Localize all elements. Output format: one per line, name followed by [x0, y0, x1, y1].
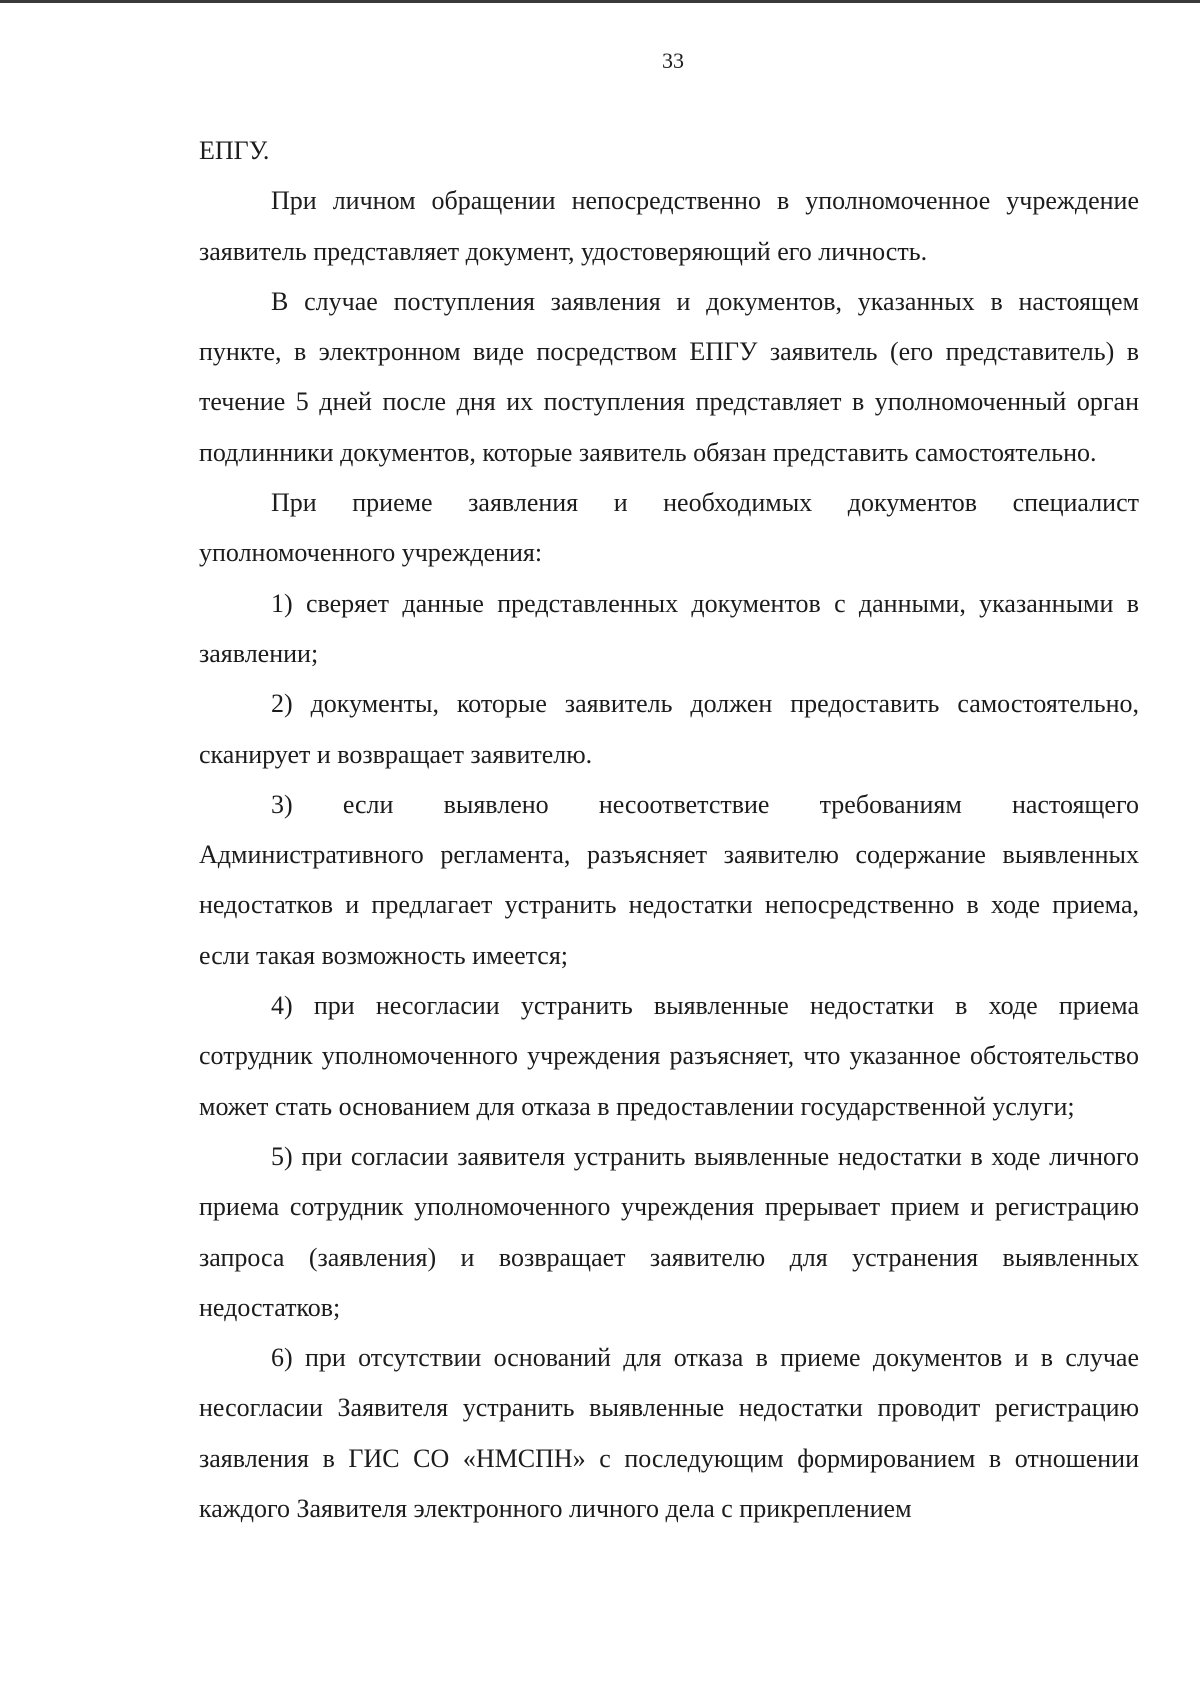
page-number: 33 [662, 48, 684, 73]
list-item-2: 2) документы, которые заявитель должен предоставить самостоятельно, сканирует и возвращает заявителю. [199, 689, 1139, 769]
paragraph-reception-intro: При приеме заявления и необходимых документов специалист уполномоченного учреждения: [199, 488, 1139, 568]
paragraph-epgu: ЕПГУ. [199, 136, 270, 165]
document-body [199, 126, 1139, 1534]
paragraph-electronic-submission: В случае поступления заявления и документов, указанных в настоящем пункте, в электронном виде посредством ЕПГУ заявитель (его представитель) в течение 5 дней после дня их поступления представляет в уполномоченный орган подлинники документов, которые заявитель обязан представить самостоятельно. [199, 286, 1139, 467]
list-item-4: 4) при несогласии устранить выявленные недостатки в ходе приема сотрудник уполномоченного учреждения разъясняет, что указанное обстоятельство может стать основанием для отказа в предоставлении государственной услуги; [199, 991, 1139, 1121]
list-item-5: 5) при согласии заявителя устранить выявленные недостатки в ходе личного приема сотрудник уполномоченного учреждения прерывает прием и регистрацию запроса (заявления) и возвращает заявителю для устранения выявленных недостатков; [199, 1141, 1139, 1322]
list-item-3: 3) если выявлено несоответствие требованиям настоящего Административного регламента, разъясняет заявителю содержание выявленных недостатков и предлагает устранить недостатки непосредственно в ходе приема, если такая возможность имеется; [199, 789, 1139, 970]
paragraph-personal-appeal: При личном обращении непосредственно в уполномоченное учреждение заявитель представляет документ, удостоверяющий его личность. [199, 186, 1139, 266]
list-item-6: 6) при отсутствии оснований для отказа в приеме документов и в случае несогласии Заявителя устранить выявленные недостатки проводит регистрацию заявления в ГИС СО «НМСПН» с последующим формированием в отношении каждого Заявителя электронного личного дела с прикреплением [199, 1343, 1139, 1524]
list-item-1: 1) сверяет данные представленных документов с данными, указанными в заявлении; [199, 588, 1139, 668]
